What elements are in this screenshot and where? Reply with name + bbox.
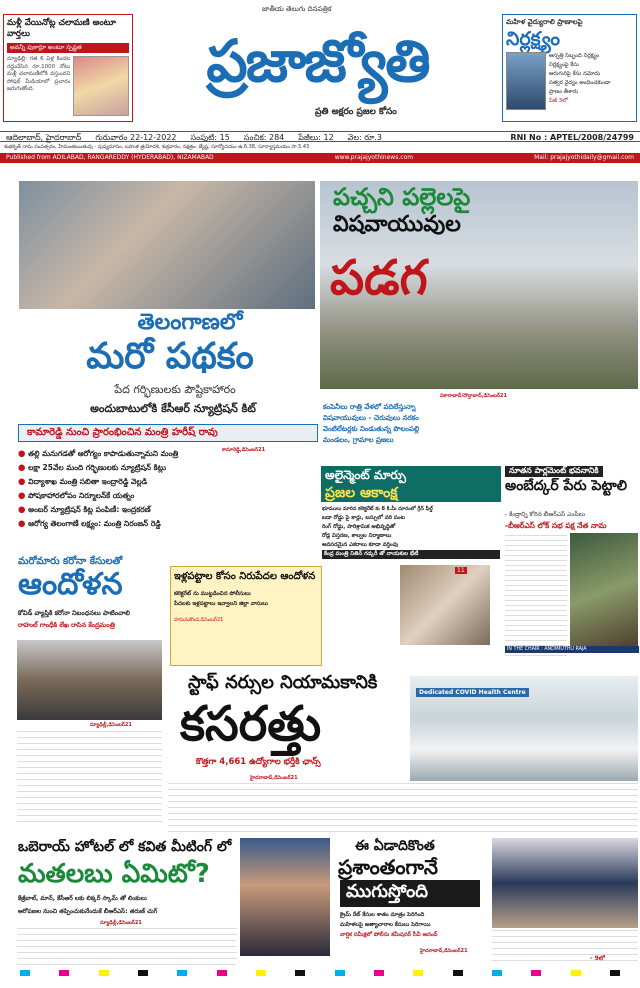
police-commissioner-photo: [492, 838, 638, 928]
published-from: Published from ADILABAD, RANGAREDDY (HYDERABAD), NIZAMABAD: [6, 154, 214, 161]
lead-sub-2: అందుబాటులోకి కేసీఆర్ న్యూట్రిషన్ కిట్: [90, 402, 256, 415]
corona-kicker: మరోమారు కరోనా కేసులతో: [18, 556, 123, 567]
right-ear-line: సత్వర వైద్యం అందించకుండా: [549, 80, 611, 86]
lead-sub: పేద గర్భిణులకు పౌష్టికాహారం: [114, 383, 236, 396]
masthead-tagline-top: జాతీయ తెలుగు దినపత్రిక: [262, 5, 332, 13]
parliament-sub: - కేంద్రాన్ని కోరిన బీఆర్ఎస్ ఎంపీలు: [505, 511, 586, 518]
nurses-text: [168, 783, 638, 835]
right-ear-line: ప్రాణం తీశారు: [549, 89, 579, 95]
issue-number: సంచిక: 284: [243, 133, 285, 142]
alignment-photo: [400, 565, 490, 645]
pollution-bullet: కంపెనీలు రాత్రి వేళలో వదిలేస్తున్నా: [323, 403, 416, 411]
corona-bullet: రాహుల్ గాంధీకి లేఖ రాసిన కేంద్రమంత్రి: [18, 621, 115, 629]
housing-box: [170, 566, 322, 666]
rni-number: RNI No : APTEL/2008/24799: [510, 133, 634, 142]
corona-bullet: కోవిడ్ వ్యాప్తికి కరోనా నిబంధనలు పాటించాలి: [18, 609, 130, 617]
publication-bar: [0, 153, 640, 163]
right-ear-line: ఆస్పత్రి సిబ్బంది నిర్లక్ష్యం: [549, 53, 600, 59]
doctor-photo: [506, 52, 546, 110]
alignment-box: [321, 466, 501, 502]
parliament-strap: -బీఆర్ఎస్ లోక్ సభ పక్ష నేత నామ: [505, 521, 607, 530]
police-bullet: మహిళలపై అత్యాచారాల కేసులు పెరిగాయి: [340, 922, 431, 928]
right-ear-headline: నిర్లక్ష్యం: [506, 28, 560, 50]
right-ear-line: ఆరుగురిపై కేసు నమోదు: [549, 71, 601, 77]
politics-bullet: కేజ్రీవాల్, మాన్, కేసీఆర్ లకు లిక్కర్ స్కామ్ తో లింకులు: [18, 895, 147, 902]
right-ear-box: [502, 14, 637, 122]
alignment-line: బడా రోడ్డు పై కార్లు, బస్సులో వరి పంట: [322, 515, 405, 521]
nurses-headline: కసరత్తు: [180, 696, 322, 752]
covid-centre-sign: Dedicated COVID Health Centre: [416, 688, 529, 697]
parliament-kicker: నూతన పార్లమెంట్ భవనానికి: [505, 466, 603, 477]
pollution-kicker: పచ్చని పల్లెలపై: [333, 183, 471, 211]
lead-bullet: విద్యాశాఖ మంత్రి సబితా ఇంద్రారెడ్డి వెల్లడి: [28, 477, 148, 486]
currency-note-photo: [73, 56, 129, 116]
right-ear-title: మహిళ వైద్యురాలి ప్రాణాలపై: [506, 18, 583, 26]
politics-headline: మతలబు ఏమిటో?: [18, 859, 210, 889]
pollution-kicker-2: విషవాయువుల: [333, 212, 461, 237]
dateline-bar: [0, 131, 640, 142]
parliament-photo: [570, 533, 638, 651]
lead-bullets: ● తల్లి మనుగడతో ఆరోగ్యం కాపాడుతున్నామని మంత్రి ● లక్షా 25వేల మంది గర్భిణులకు న్యూట్రిషన్ కిట్లు ● విద్యాశాఖ మంత్రి సబితా ఇంద్రారెడ్డి వెల్లడి ● పోషకాహారలోపం నిర్మూలన్‌కే యత్నం ● అంబర్ న్యూట్రిషన్ కిట్ల పంపిణీ: ఇంద్రకరణ్ ● ఆరోగ్య తెలంగాణే లక్ష్యం: మంత్రి నిరంజన్ రెడ్డి: [18, 449, 179, 529]
housing-bullet: పేదలకు ఇళ్లపట్టాలు ఇవ్వాలని జిల్లా వాసులు: [174, 601, 268, 607]
pollution-dateline: వికారాబాద్/దౌల్తాబాద్,డిసెంబర్21: [440, 393, 507, 399]
housing-headline: ఇళ్లపట్టాల కోసం నిరుపేదల ఆందోళన: [174, 571, 316, 582]
lead-headline-1: తెలంగాణలో: [137, 310, 243, 335]
masthead-tagline: ప్రతి అక్షరం ప్రజల కోసం: [315, 107, 397, 117]
website-link[interactable]: www.prajajyothinews.com: [334, 154, 414, 161]
alignment-line: రోడ్ల విస్తరణ, కాల్వల నిర్మాణాలు: [322, 533, 392, 539]
politics-bullets: [18, 892, 248, 918]
volume: సంపుటి: 15: [190, 133, 230, 142]
politics-bullet: ఆరోపణల నుంచి తప్పించుకునేందుకే బీఆర్ఎస్: తరుణ్ చుగ్: [18, 908, 158, 915]
rally-photo: [17, 640, 162, 720]
lead-strap: కామారెడ్డి నుంచి ప్రారంభించిన మంత్రి హరీష్ రావు: [18, 424, 318, 442]
parliament-headline: అంబేద్కర్ పేరు పెట్టాలి: [505, 478, 628, 494]
politician-photo: [240, 838, 330, 956]
right-ear-line: నిర్లక్ష్యంపై కేసు: [549, 62, 579, 68]
left-ear-title: మళ్లీ వేయినోట్ల చలామణి అంటూ వార్తలు: [7, 18, 116, 39]
lead-dateline: కామారెడ్డి,డిసెంబర్21: [222, 447, 266, 453]
police-kicker: ఈ ఏడాదికొంత: [355, 838, 435, 854]
corona-headline: ఆందోళన: [18, 567, 123, 602]
registration-strip: [20, 970, 620, 976]
police-headline-1: ప్రశాంతంగానే: [338, 855, 438, 879]
police-bullet: వార్షిక సమీక్షలో పోలీసు కమీషనర్ సీవీ ఆనంద్: [340, 932, 438, 938]
pollution-bullet: విషవాయువులు - చెరువులు నరకం: [323, 414, 419, 422]
politics-kicker: ఒబెరాయ్ హోటల్ లో కవిత మీటింగ్ లో: [18, 839, 232, 855]
politics-text: [17, 928, 237, 968]
page-count: పేజీలు: 12: [298, 133, 334, 142]
nurses-kicker: స్టాఫ్ నర్సుల నియామకానికి: [188, 672, 378, 693]
mail-address: Mail: prajajyothidaily@gmail.com: [534, 154, 634, 161]
alignment-page-ref: 11: [457, 567, 465, 574]
police-bullet: క్రైమ్ రేట్ కేసుల శాతం మాత్రం పెరిగింది: [340, 912, 425, 918]
lead-bullet: ఆరోగ్య తెలంగాణే లక్ష్యం: మంత్రి నిరంజన్ రెడ్డి: [28, 519, 161, 528]
alignment-kicker: అలైన్మెంట్ మార్పు: [325, 468, 407, 482]
lead-headline-2: మరో పథకం: [86, 336, 254, 377]
pollution-headline: పడగ: [330, 250, 428, 306]
issue-date: గురువారం 22-12-2022: [95, 133, 177, 142]
masthead-logo: ప్రజాజ్యోతి: [206, 27, 429, 95]
housing-dateline: హనుమకొండ,డిసెంబర్21: [174, 617, 224, 623]
left-ear-text: న్యూఢిల్లీ: గత 6 ఏళ్ల కిందట రద్దుచేసిన రూ.1000 నోటు మళ్లీ చలామణీలోకి వస్తుందని సోషల్ మీడియాలో ప్రచారం జరుగుతోంది.: [7, 56, 71, 92]
price: వెల: రూ.3: [347, 133, 382, 142]
left-ear-sub: అవన్నీ పుకార్లూ అంటూ స్పష్టత: [7, 43, 129, 53]
panchangam: శుభకృత్ నామ సంవత్సరం, హేమంతఋతువు - పుష్యమాసం, బహుళ త్రయోదశి, శుక్రవారం, నక్షత్రం: జ్యేష్ఠ, సూర్యోదయం ఉ.6.38, సూర్యాస్తమయం సా.5.43: [4, 144, 310, 150]
pollution-bullets: [323, 402, 439, 446]
page-ref: - 9లో: [590, 955, 605, 962]
nurses-sub: కొత్తగా 4,661 ఉద్యోగాల భర్తీకి ఛాన్స్: [196, 757, 321, 767]
edition: ఆదిలాబాద్, హైదరాబాద్: [6, 133, 82, 142]
alignment-lines: [322, 505, 500, 559]
parliament-caption: IN THE CHAIR : ANDIMUTHU RAJA: [505, 646, 639, 653]
lead-photo: [19, 181, 315, 309]
lead-bullet: అంబర్ న్యూట్రిషన్ కిట్ల పంపిణీ: ఇంద్రకరణ్: [28, 505, 151, 514]
left-ear-box: [3, 14, 133, 122]
housing-bullet: కలెక్టరేట్ ను ముట్టడించిన పోలీసులు: [174, 591, 251, 597]
nurses-dateline: హైదరాబాద్,డిసెంబర్21: [250, 775, 298, 781]
right-ear-ref: పేజీ 3లో: [549, 98, 568, 104]
lead-bullet: తల్లి మనుగడతో ఆరోగ్యం కాపాడుతున్నామని మంత్రి: [28, 449, 179, 458]
corona-text: [17, 731, 162, 827]
lead-bullet: పోషకాహారలోపం నిర్మూలన్‌కే యత్నం: [28, 491, 135, 500]
alignment-line: భూములు మారిన కలెక్టరేట్ కు 8 కి.మీ దూరంలో గ్రీన్ ఫీల్డ్: [322, 506, 433, 512]
alignment-line: అవసరమైన ఎకరాలు కూడా వర్తింపు: [322, 542, 399, 548]
alignment-line: కేంద్ర మంత్రి నితిన్ గడ్కరీ తో నాయకుల భేటీ: [322, 550, 500, 559]
pollution-bullet: మండలం, గ్రామాల ప్రజలు: [323, 436, 394, 444]
corona-dateline: న్యూఢిల్లీ,డిసెంబర్21: [90, 722, 132, 728]
pollution-bullet: వెంటిలేటర్లకు నిండుతున్న పొలంపల్లి: [323, 425, 420, 433]
politics-dateline: న్యూఢిల్లీ,డిసెంబర్21: [100, 920, 142, 926]
police-text: [492, 930, 638, 965]
parliament-text: [505, 535, 567, 657]
alignment-headline: ప్రజల ఆకాంక్ష: [325, 485, 398, 501]
police-bullets: [340, 910, 490, 940]
alignment-line: రింగ్ రోడ్డు, పారిశ్రామిక అభివృద్ధితో: [322, 524, 396, 530]
lead-bullet: లక్షా 25వేల మంది గర్భిణులకు న్యూట్రిషన్ కిట్లు: [28, 463, 166, 472]
police-headline-2: ముగుస్తోంది: [340, 880, 480, 907]
police-dateline: హైదరాబాద్,డిసెంబర్21: [420, 948, 468, 954]
